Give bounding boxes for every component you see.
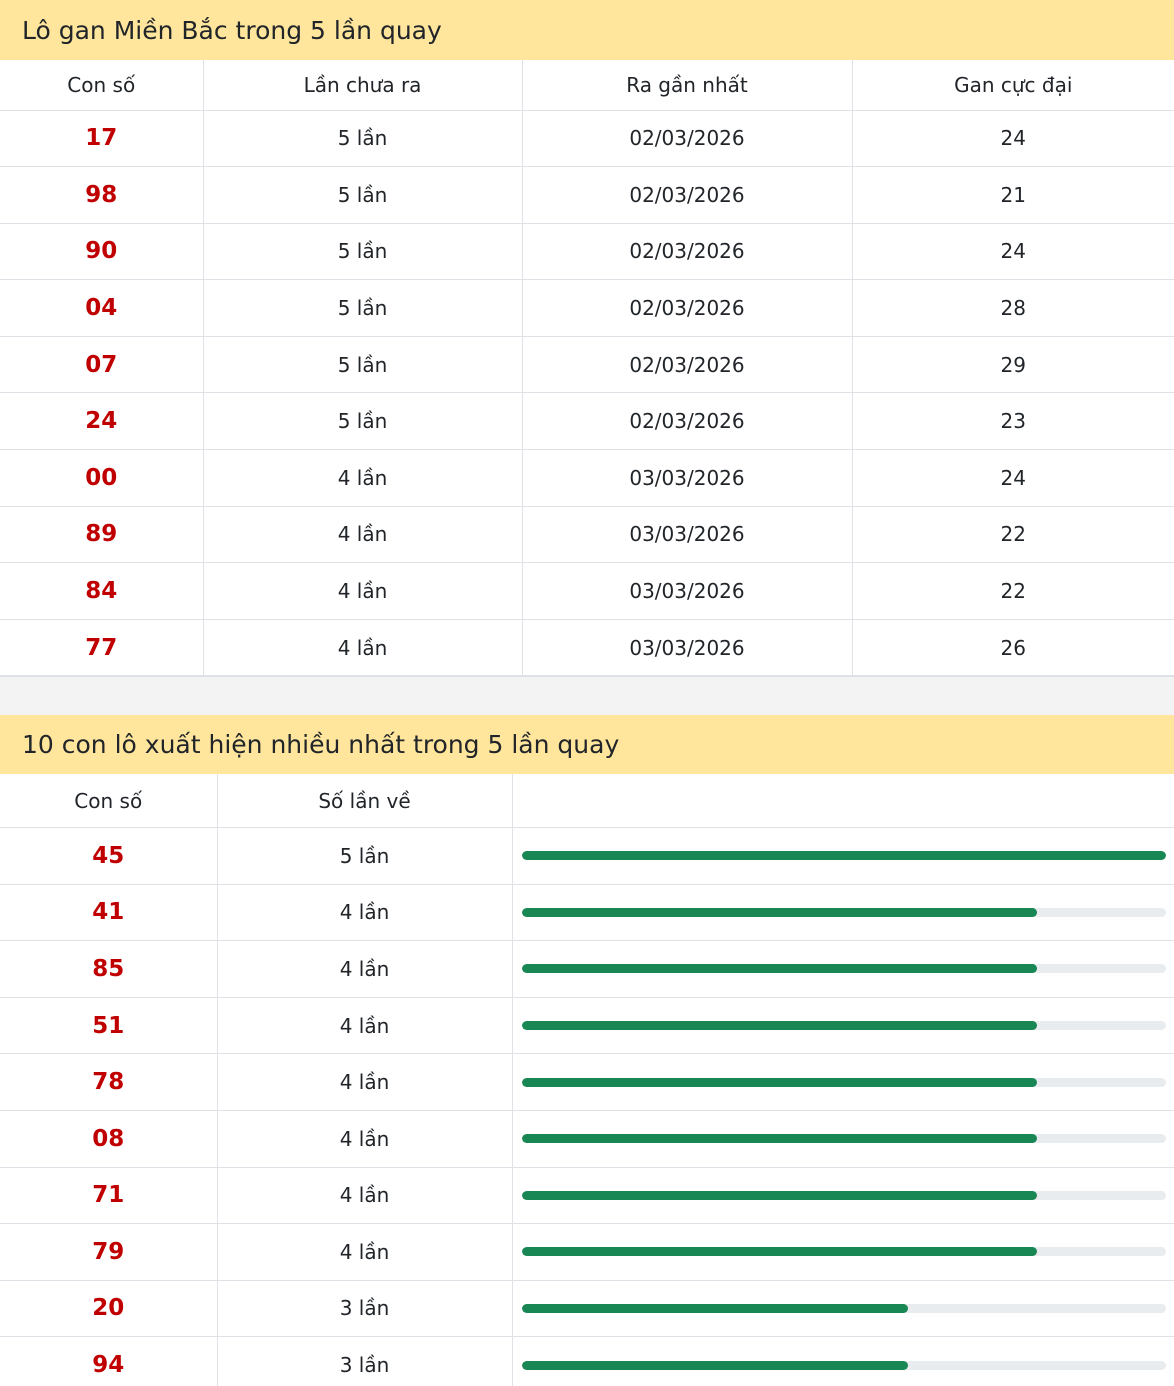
last-date-cell: 02/03/2026 bbox=[522, 393, 852, 450]
progress-fill bbox=[522, 1361, 909, 1370]
table-row bbox=[0, 1054, 1174, 1111]
progress-cell bbox=[512, 997, 1174, 1054]
table-row bbox=[0, 336, 1174, 393]
progress-track bbox=[522, 851, 1167, 860]
gan-section bbox=[0, 0, 1174, 676]
table-row bbox=[0, 450, 1174, 507]
progress-cell bbox=[512, 1110, 1174, 1167]
table-row bbox=[0, 393, 1174, 450]
last-date-cell: 02/03/2026 bbox=[522, 280, 852, 337]
table-row bbox=[0, 506, 1174, 563]
progress-fill bbox=[522, 1191, 1038, 1200]
frequent-table-header-row bbox=[0, 774, 1174, 827]
gan-table-body bbox=[0, 110, 1174, 676]
table-row bbox=[0, 1110, 1174, 1167]
table-row bbox=[0, 167, 1174, 224]
max-gap-cell: 24 bbox=[852, 450, 1174, 507]
progress-track bbox=[522, 1021, 1167, 1030]
number-cell: 20 bbox=[0, 1280, 217, 1337]
count-cell: 3 lần bbox=[217, 1337, 512, 1386]
missed-cell: 5 lần bbox=[203, 280, 522, 337]
progress-cell bbox=[512, 1054, 1174, 1111]
missed-cell: 4 lần bbox=[203, 506, 522, 563]
progress-cell bbox=[512, 884, 1174, 941]
number-cell: 24 bbox=[0, 393, 203, 450]
progress-fill bbox=[522, 964, 1038, 973]
count-cell: 4 lần bbox=[217, 1167, 512, 1224]
missed-cell: 5 lần bbox=[203, 110, 522, 167]
table-row bbox=[0, 223, 1174, 280]
number-cell: 84 bbox=[0, 563, 203, 620]
column-header-lan-chua-ra: Lần chưa ra bbox=[203, 60, 522, 110]
count-cell: 4 lần bbox=[217, 941, 512, 998]
table-row bbox=[0, 619, 1174, 676]
progress-cell bbox=[512, 1280, 1174, 1337]
progress-fill bbox=[522, 1134, 1038, 1143]
progress-cell bbox=[512, 1337, 1174, 1386]
missed-cell: 4 lần bbox=[203, 563, 522, 620]
number-cell: 08 bbox=[0, 1110, 217, 1167]
count-cell: 4 lần bbox=[217, 997, 512, 1054]
max-gap-cell: 28 bbox=[852, 280, 1174, 337]
section-divider bbox=[0, 676, 1174, 715]
table-row bbox=[0, 1337, 1174, 1386]
number-cell: 51 bbox=[0, 997, 217, 1054]
number-cell: 17 bbox=[0, 110, 203, 167]
gan-section-title: Lô gan Miền Bắc trong 5 lần quay bbox=[0, 0, 1174, 60]
max-gap-cell: 26 bbox=[852, 619, 1174, 676]
progress-fill bbox=[522, 1021, 1038, 1030]
progress-track bbox=[522, 1191, 1167, 1200]
max-gap-cell: 23 bbox=[852, 393, 1174, 450]
count-cell: 4 lần bbox=[217, 884, 512, 941]
progress-fill bbox=[522, 1078, 1038, 1087]
column-header-bar bbox=[512, 774, 1174, 827]
number-cell: 41 bbox=[0, 884, 217, 941]
missed-cell: 5 lần bbox=[203, 167, 522, 224]
max-gap-cell: 22 bbox=[852, 506, 1174, 563]
frequent-table-body bbox=[0, 827, 1174, 1386]
number-cell: 78 bbox=[0, 1054, 217, 1111]
number-cell: 85 bbox=[0, 941, 217, 998]
progress-fill bbox=[522, 908, 1038, 917]
progress-track bbox=[522, 1361, 1167, 1370]
number-cell: 79 bbox=[0, 1224, 217, 1281]
number-cell: 90 bbox=[0, 223, 203, 280]
table-row bbox=[0, 1280, 1174, 1337]
table-row bbox=[0, 884, 1174, 941]
number-cell: 94 bbox=[0, 1337, 217, 1386]
frequent-section-title: 10 con lô xuất hiện nhiều nhất trong 5 lần quay bbox=[0, 715, 1174, 774]
gan-table bbox=[0, 60, 1174, 676]
progress-cell bbox=[512, 827, 1174, 884]
progress-fill bbox=[522, 1247, 1038, 1256]
last-date-cell: 03/03/2026 bbox=[522, 506, 852, 563]
table-row bbox=[0, 110, 1174, 167]
last-date-cell: 03/03/2026 bbox=[522, 450, 852, 507]
progress-track bbox=[522, 908, 1167, 917]
column-header-ra-gan-nhat: Ra gần nhất bbox=[522, 60, 852, 110]
gan-table-header-row bbox=[0, 60, 1174, 110]
table-row bbox=[0, 280, 1174, 337]
missed-cell: 5 lần bbox=[203, 393, 522, 450]
last-date-cell: 02/03/2026 bbox=[522, 167, 852, 224]
last-date-cell: 02/03/2026 bbox=[522, 110, 852, 167]
max-gap-cell: 24 bbox=[852, 110, 1174, 167]
table-row bbox=[0, 827, 1174, 884]
number-cell: 98 bbox=[0, 167, 203, 224]
count-cell: 5 lần bbox=[217, 827, 512, 884]
count-cell: 4 lần bbox=[217, 1224, 512, 1281]
count-cell: 4 lần bbox=[217, 1054, 512, 1111]
progress-track bbox=[522, 1134, 1167, 1143]
max-gap-cell: 22 bbox=[852, 563, 1174, 620]
last-date-cell: 02/03/2026 bbox=[522, 223, 852, 280]
progress-fill bbox=[522, 851, 1167, 860]
missed-cell: 4 lần bbox=[203, 619, 522, 676]
last-date-cell: 03/03/2026 bbox=[522, 619, 852, 676]
count-cell: 4 lần bbox=[217, 1110, 512, 1167]
missed-cell: 5 lần bbox=[203, 336, 522, 393]
number-cell: 45 bbox=[0, 827, 217, 884]
column-header-con-so: Con số bbox=[0, 774, 217, 827]
table-row bbox=[0, 997, 1174, 1054]
progress-track bbox=[522, 964, 1167, 973]
table-row bbox=[0, 941, 1174, 998]
table-row bbox=[0, 1167, 1174, 1224]
last-date-cell: 02/03/2026 bbox=[522, 336, 852, 393]
number-cell: 77 bbox=[0, 619, 203, 676]
progress-fill bbox=[522, 1304, 909, 1313]
missed-cell: 5 lần bbox=[203, 223, 522, 280]
table-row bbox=[0, 1224, 1174, 1281]
progress-cell bbox=[512, 941, 1174, 998]
progress-cell bbox=[512, 1224, 1174, 1281]
column-header-so-lan-ve: Số lần về bbox=[217, 774, 512, 827]
column-header-con-so: Con số bbox=[0, 60, 203, 110]
progress-track bbox=[522, 1247, 1167, 1256]
progress-track bbox=[522, 1304, 1167, 1313]
missed-cell: 4 lần bbox=[203, 450, 522, 507]
frequent-section bbox=[0, 715, 1174, 1386]
number-cell: 00 bbox=[0, 450, 203, 507]
max-gap-cell: 29 bbox=[852, 336, 1174, 393]
number-cell: 04 bbox=[0, 280, 203, 337]
table-row bbox=[0, 563, 1174, 620]
number-cell: 89 bbox=[0, 506, 203, 563]
progress-cell bbox=[512, 1167, 1174, 1224]
max-gap-cell: 21 bbox=[852, 167, 1174, 224]
max-gap-cell: 24 bbox=[852, 223, 1174, 280]
count-cell: 3 lần bbox=[217, 1280, 512, 1337]
progress-track bbox=[522, 1078, 1167, 1087]
number-cell: 71 bbox=[0, 1167, 217, 1224]
last-date-cell: 03/03/2026 bbox=[522, 563, 852, 620]
number-cell: 07 bbox=[0, 336, 203, 393]
column-header-gan-cuc-dai: Gan cực đại bbox=[852, 60, 1174, 110]
frequent-table bbox=[0, 774, 1174, 1386]
